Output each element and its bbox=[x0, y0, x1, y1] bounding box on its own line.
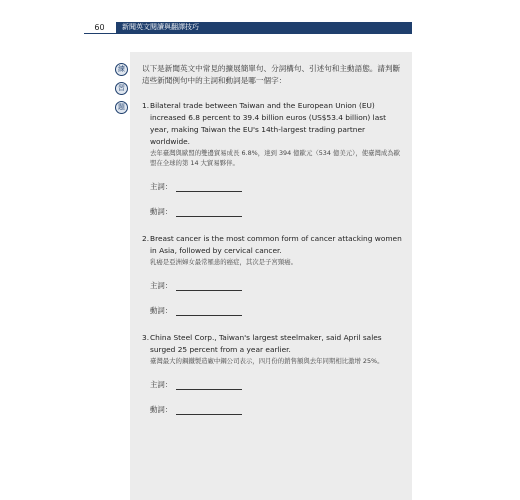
verb-answer-line[interactable] bbox=[142, 205, 404, 217]
subject-answer-line[interactable] bbox=[142, 279, 404, 291]
exercise-badge-2: 習 bbox=[115, 82, 128, 95]
verb-label: 動詞： bbox=[150, 207, 173, 216]
subject-answer-line[interactable] bbox=[142, 378, 404, 390]
question-number: 3. bbox=[142, 333, 150, 342]
exercise-badge-1: 練 bbox=[115, 63, 128, 76]
question-2 bbox=[142, 233, 404, 316]
answer-blank[interactable] bbox=[176, 183, 242, 192]
verb-answer-line[interactable] bbox=[142, 403, 404, 415]
subject-answer-line[interactable] bbox=[142, 180, 404, 192]
answer-blank[interactable] bbox=[176, 208, 242, 217]
question-list bbox=[142, 100, 404, 425]
verb-label: 動詞： bbox=[150, 306, 173, 315]
question-chinese: 乳癌是亞洲婦女最常罹患的癌症，其次是子宮頸癌。 bbox=[150, 258, 297, 266]
answer-blank[interactable] bbox=[176, 307, 242, 316]
exercise-instruction: 以下是新聞英文中常見的擴展簡單句、分詞構句、引述句和主動語態。請判斷這些新聞例句中的主詞和動詞是哪一個字： bbox=[142, 64, 401, 85]
exercise-badges bbox=[115, 63, 128, 120]
answer-blank[interactable] bbox=[176, 406, 242, 415]
subject-label: 主詞： bbox=[150, 380, 173, 389]
question-1 bbox=[142, 100, 404, 217]
answer-blank[interactable] bbox=[176, 282, 242, 291]
page-header bbox=[84, 22, 412, 34]
question-number: 1. bbox=[142, 101, 150, 110]
question-chinese: 臺灣最大的鋼鐵製造廠中鋼公司表示，四月份的銷售額與去年同期相比激增 25%。 bbox=[150, 357, 384, 365]
chapter-title: 新聞英文閱讀與翻譯技巧 bbox=[116, 22, 412, 33]
answer-blank[interactable] bbox=[176, 381, 242, 390]
subject-label: 主詞： bbox=[150, 281, 173, 290]
question-chinese: 去年臺灣與歐盟的雙邊貿易成長 6.8%，達到 394 億歐元（534 億美元），使臺灣成為歐盟在全球的第 14 大貿易夥伴。 bbox=[150, 149, 401, 167]
question-english: Bilateral trade between Taiwan and the European Union (EU) increased 6.8 percent to 39.4 billion euros (US$53.4 billion) last year, making Taiwan the EU's 14th-largest trading partner worldwide. bbox=[150, 101, 386, 146]
verb-label: 動詞： bbox=[150, 405, 173, 414]
exercise-badge-3: 題 bbox=[115, 101, 128, 114]
page-number: 60 bbox=[84, 22, 115, 33]
question-english: Breast cancer is the most common form of cancer attacking women in Asia, followed by cervical cancer. bbox=[150, 234, 402, 255]
verb-answer-line[interactable] bbox=[142, 304, 404, 316]
question-3 bbox=[142, 332, 404, 415]
question-number: 2. bbox=[142, 234, 150, 243]
question-english: China Steel Corp., Taiwan's largest steelmaker, said April sales surged 25 percent from a year earlier. bbox=[150, 333, 382, 354]
subject-label: 主詞： bbox=[150, 182, 173, 191]
